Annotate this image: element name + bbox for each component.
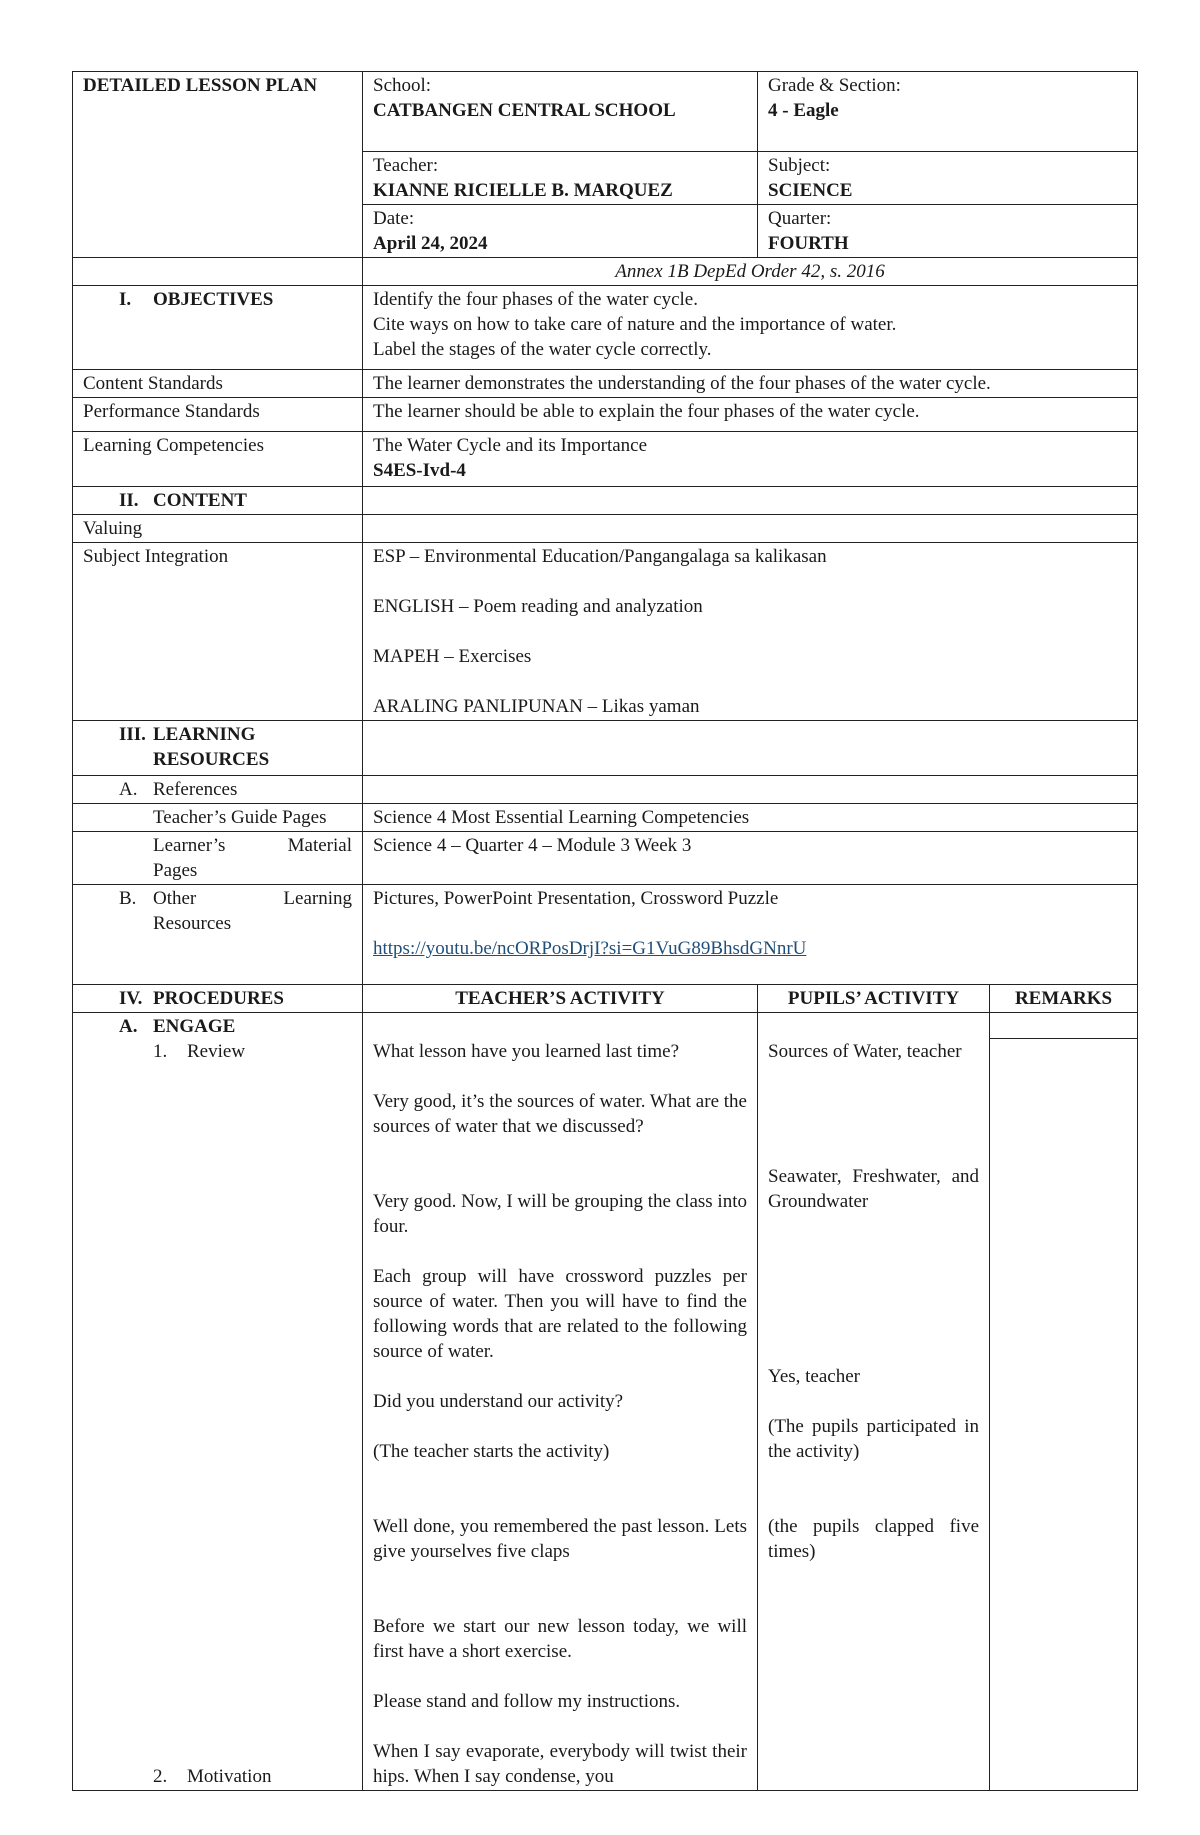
section-content	[73, 487, 363, 515]
pupil-line: Sources of Water, teacher	[768, 1041, 962, 1062]
subject-cell	[758, 152, 1138, 205]
section-label: PROCEDURES	[153, 988, 284, 1009]
section-procedures	[73, 985, 363, 1013]
integration-list	[363, 543, 1138, 721]
teacher-line: (The teacher starts the activity)	[373, 1441, 610, 1462]
learners-material-value: Science 4 – Quarter 4 – Module 3 Week 3	[363, 832, 1138, 885]
section-number: II.	[119, 490, 139, 511]
teacher-line: Before we start our new lesson today, we will first have a short exercise.	[373, 1616, 747, 1662]
school-label: School:	[373, 75, 432, 96]
pupil-line: Seawater, Freshwater, and Groundwater	[768, 1166, 979, 1212]
lesson-plan-table	[72, 71, 1138, 1791]
list-marker: A.	[119, 779, 138, 800]
competencies-label: Learning Competencies	[73, 432, 363, 487]
valuing-label: Valuing	[73, 515, 363, 543]
review-label: Review	[187, 1041, 246, 1062]
competencies-cell	[363, 432, 1138, 487]
section-label: OBJECTIVES	[153, 289, 274, 310]
section-objectives	[73, 286, 363, 370]
section-number: IV.	[119, 988, 143, 1009]
date-label: Date:	[373, 208, 415, 229]
teacher-label: Teacher:	[373, 155, 439, 176]
list-marker: A.	[119, 1016, 138, 1037]
teacher-line: Each group will have crossword puzzles per source of water. Then you will have to find the following words that are related to the following source of water.	[373, 1266, 747, 1362]
teacher-activity-column	[363, 1013, 758, 1791]
other-resources-label: B. Other Learning Resources	[73, 885, 363, 985]
quarter-label: Quarter:	[768, 208, 832, 229]
list-marker: B.	[119, 888, 137, 909]
grade-section: 4 - Eagle	[768, 100, 839, 121]
objective-item: Label the stages of the water cycle correctly.	[373, 339, 712, 360]
teacher-cell	[363, 152, 758, 205]
remarks-column	[990, 1013, 1138, 1791]
integration-item: ARALING PANLIPUNAN – Likas yaman	[373, 696, 700, 717]
teachers-guide-label: Teacher’s Guide Pages	[73, 804, 363, 832]
grade-label: Grade & Section:	[768, 75, 901, 96]
section-number: III.	[119, 724, 146, 745]
school-cell	[363, 72, 758, 152]
objective-item: Cite ways on how to take care of nature and the importance of water.	[373, 314, 897, 335]
section-label: CONTENT	[153, 490, 247, 511]
annex-reference: Annex 1B DepEd Order 42, s. 2016	[363, 258, 1138, 286]
lesson-plan-page	[72, 71, 1137, 1791]
integration-label: Subject Integration	[73, 543, 363, 721]
engage-label: ENGAGE	[153, 1016, 236, 1037]
remarks-header: REMARKS	[990, 985, 1138, 1013]
section-number: I.	[119, 289, 132, 310]
date-value: April 24, 2024	[373, 233, 488, 254]
subject-name: SCIENCE	[768, 180, 853, 201]
teacher-line: What lesson have you learned last time?	[373, 1041, 680, 1062]
list-marker: 1.	[153, 1041, 168, 1062]
youtube-link[interactable]: https://youtu.be/ncORPosDrjI?si=G1VuG89BhsdGNnrU	[373, 938, 807, 959]
teacher-line: Very good, it’s the sources of water. What are the sources of water that we discussed?	[373, 1091, 747, 1137]
motivation-label: Motivation	[187, 1766, 272, 1787]
teacher-line: Please stand and follow my instructions.	[373, 1691, 681, 1712]
other-resources-cell	[363, 885, 1138, 985]
objectives-list	[363, 286, 1138, 370]
pupil-line: (the pupils clapped five times)	[768, 1516, 979, 1562]
date-cell	[363, 205, 758, 258]
pupil-line: (The pupils participated in the activity)	[768, 1416, 979, 1462]
school-name: CATBANGEN CENTRAL SCHOOL	[373, 100, 676, 121]
pupils-activity-header: PUPILS’ ACTIVITY	[758, 985, 990, 1013]
teacher-line: Very good. Now, I will be grouping the class into four.	[373, 1191, 747, 1237]
other-resources-value: Pictures, PowerPoint Presentation, Crossword Puzzle	[373, 888, 779, 909]
list-marker: 2.	[153, 1766, 168, 1787]
teacher-name: KIANNE RICIELLE B. MARQUEZ	[373, 180, 673, 201]
teacher-line: Did you understand our activity?	[373, 1391, 624, 1412]
competencies-value: The Water Cycle and its Importance	[373, 435, 648, 456]
integration-item: MAPEH – Exercises	[373, 646, 532, 667]
document-title: DETAILED LESSON PLAN	[73, 72, 363, 258]
section-resources	[73, 721, 363, 776]
integration-item: ESP – Environmental Education/Pangangalaga sa kalikasan	[373, 546, 827, 567]
section-label: LEARNING	[153, 724, 256, 745]
performance-standards-value: The learner should be able to explain the four phases of the water cycle.	[363, 398, 1138, 432]
learners-material-label: Learner’s Material Pages	[73, 832, 363, 885]
procedures-steps	[73, 1013, 363, 1791]
references-label: References	[153, 779, 238, 800]
teachers-guide-value: Science 4 Most Essential Learning Competencies	[363, 804, 1138, 832]
grade-cell	[758, 72, 1138, 152]
pupil-line: Yes, teacher	[768, 1366, 860, 1387]
section-label-2: RESOURCES	[153, 749, 270, 770]
integration-item: ENGLISH – Poem reading and analyzation	[373, 596, 703, 617]
teacher-line: When I say evaporate, everybody will twist their hips. When I say condense, you	[373, 1741, 747, 1787]
performance-standards-label: Performance Standards	[73, 398, 363, 432]
competencies-code: S4ES-Ivd-4	[373, 460, 466, 481]
subject-label: Subject:	[768, 155, 831, 176]
content-standards-value: The learner demonstrates the understanding of the four phases of the water cycle.	[363, 370, 1138, 398]
quarter-cell	[758, 205, 1138, 258]
references-row-label	[73, 776, 363, 804]
pupils-activity-column	[758, 1013, 990, 1791]
objective-item: Identify the four phases of the water cycle.	[373, 289, 698, 310]
teacher-line: Well done, you remembered the past lesson. Lets give yourselves five claps	[373, 1516, 747, 1562]
quarter-value: FOURTH	[768, 233, 849, 254]
content-standards-label: Content Standards	[73, 370, 363, 398]
teacher-activity-header: TEACHER’S ACTIVITY	[363, 985, 758, 1013]
